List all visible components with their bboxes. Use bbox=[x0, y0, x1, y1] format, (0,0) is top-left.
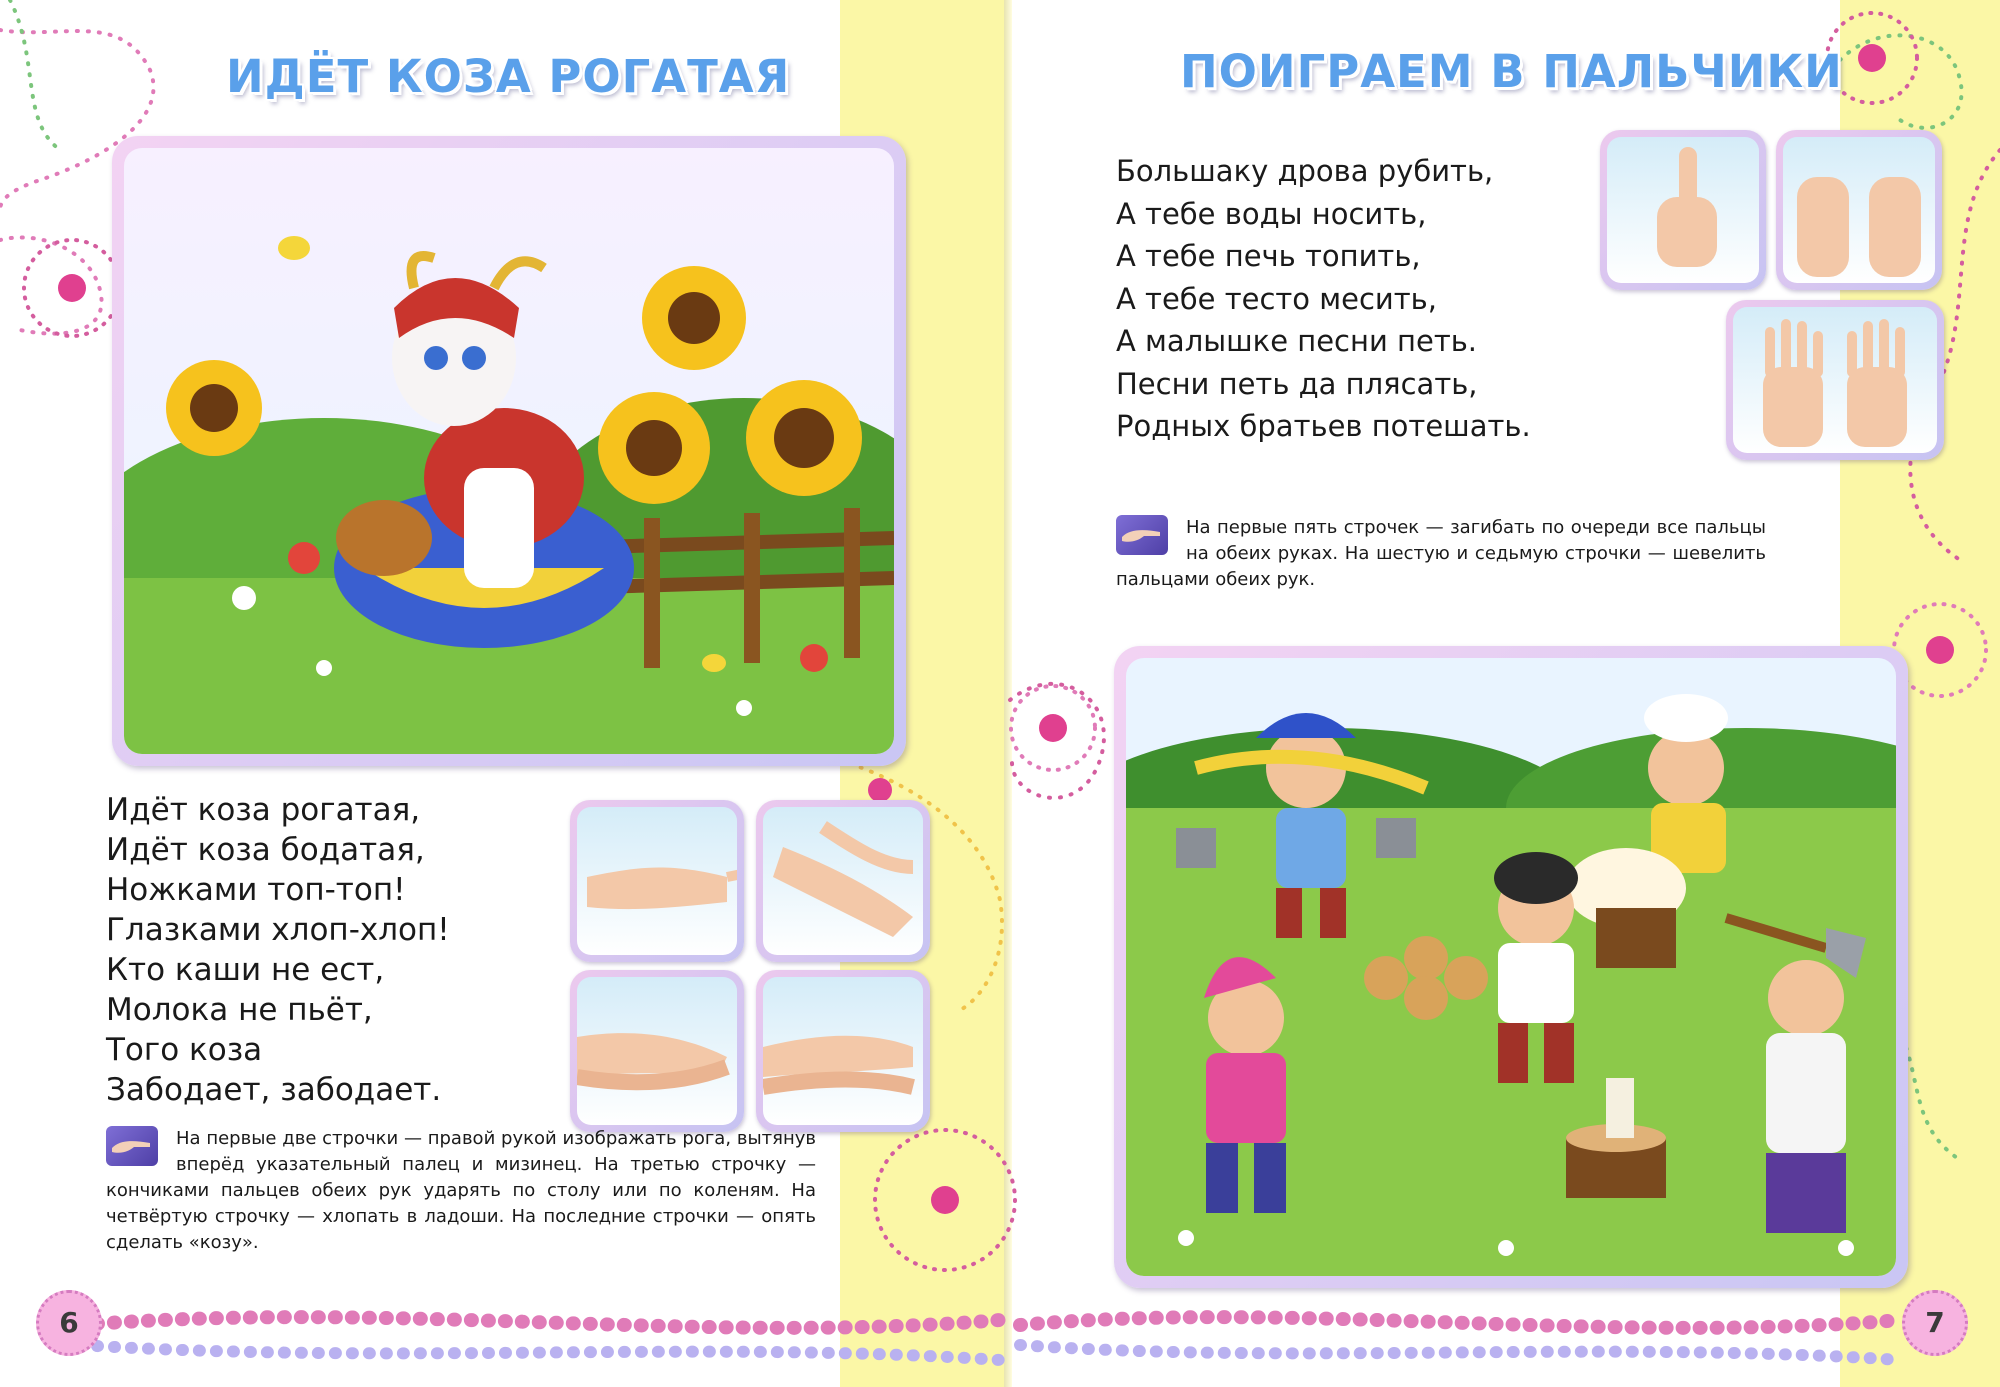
poem-line: Идёт коза бодатая, bbox=[106, 832, 425, 868]
gesture-photo-fists bbox=[1776, 130, 1942, 290]
poem-line: А малышке песни петь. bbox=[1116, 324, 1478, 358]
right-page-note bbox=[1116, 515, 1766, 593]
poem-line: Глазками хлоп-хлоп! bbox=[106, 912, 450, 948]
right-page-title: ПОИГРАЕМ В ПАЛЬЧИКИ bbox=[1180, 45, 1843, 98]
goat-poem bbox=[106, 790, 450, 1110]
gesture-photo-clap-1 bbox=[570, 970, 744, 1132]
goat-illustration bbox=[124, 148, 894, 754]
poem-line: Того коза bbox=[106, 1032, 263, 1068]
poem-line: Песни петь да плясать, bbox=[1116, 366, 1478, 401]
left-note-text: На первые две строчки — правой рукой изображать рога, вытянув вперёд указательный палец и мизинец. На третью строчку — кончиками пальцев обеих рук ударять по столу или по коленям. На четвёртую строчку — хлопать в ладоши. На последние строчки — опять сделать «козу». bbox=[106, 1128, 816, 1253]
poem-line: А тебе печь топить, bbox=[1116, 239, 1421, 273]
children-illustration-frame bbox=[1114, 646, 1908, 1288]
pointing-hand-icon bbox=[1116, 515, 1168, 555]
left-page-note bbox=[106, 1126, 816, 1256]
poem-line: Идёт коза рогатая, bbox=[106, 792, 421, 828]
page-number-right: 7 bbox=[1902, 1290, 1968, 1356]
goat-illustration-frame bbox=[112, 136, 906, 766]
gesture-photo-horns-1 bbox=[570, 800, 744, 962]
poem-line: А тебе воды носить, bbox=[1116, 196, 1427, 231]
poem-line: Забодает, забодает. bbox=[106, 1072, 442, 1108]
page-number-left: 6 bbox=[36, 1290, 102, 1356]
gesture-photo-horns-2 bbox=[756, 800, 930, 962]
poem-line: Молока не пьёт, bbox=[106, 992, 373, 1028]
pointing-hand-icon bbox=[106, 1126, 158, 1166]
gesture-photo-open-hands bbox=[1726, 300, 1944, 460]
right-note-text: На первые пять строчек — загибать по очереди все пальцы на обеих руках. На шестую и седьмую строчки — шевелить пальцами обеих рук. bbox=[1116, 517, 1766, 590]
children-illustration bbox=[1126, 658, 1896, 1276]
left-page-title: ИДЁТ КОЗА РОГАТАЯ bbox=[226, 50, 791, 103]
poem-line: Родных братьев потешать. bbox=[1116, 409, 1531, 443]
poem-line: А тебе тесто месить, bbox=[1116, 281, 1437, 316]
gesture-photo-clap-2 bbox=[756, 970, 930, 1132]
poem-line: Большаку дрова рубить, bbox=[1116, 154, 1494, 188]
gesture-photo-finger bbox=[1600, 130, 1766, 290]
poem-line: Кто каши не ест, bbox=[106, 952, 385, 988]
fingers-poem bbox=[1116, 150, 1531, 448]
poem-line: Ножками топ-топ! bbox=[106, 872, 406, 908]
